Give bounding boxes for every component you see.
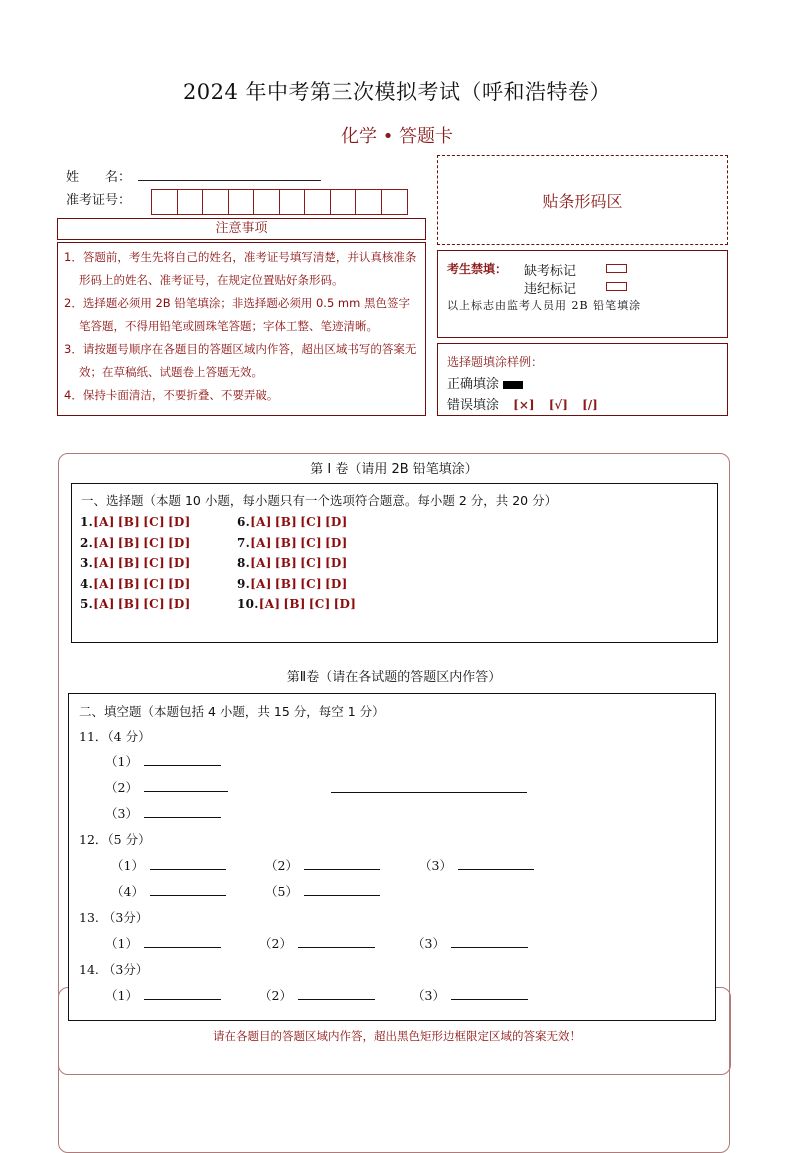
question-label: 13. （3分） <box>79 910 149 925</box>
option-c-bubble[interactable]: [C] <box>300 556 322 570</box>
question-number: 6. <box>237 515 251 529</box>
forbidden-title: 考生禁填： <box>447 262 508 276</box>
question-label: 14. （3分） <box>79 962 149 977</box>
option-c-bubble[interactable]: [C] <box>143 597 165 611</box>
choice-question <box>237 597 359 611</box>
choice-question <box>237 536 351 550</box>
fill-blank-section-title: 二、填空题（本题包括 4 小题，共 15 分，每空 1 分） <box>79 704 385 719</box>
blank-number: （3） <box>412 936 445 951</box>
question-label: 12．（5 分） <box>79 832 151 847</box>
option-d-bubble[interactable]: [D] <box>167 556 191 570</box>
answer-blank <box>111 856 226 874</box>
question-number: 4. <box>80 576 94 591</box>
blank-number: （1） <box>105 754 138 769</box>
absent-mark-box[interactable] <box>606 264 627 273</box>
option-b-bubble[interactable]: [B] <box>283 597 306 611</box>
option-c-bubble[interactable]: [C] <box>300 535 322 550</box>
option-c-bubble[interactable]: [C] <box>143 515 165 529</box>
absent-mark-label: 缺考标记 <box>524 264 577 279</box>
option-d-bubble[interactable]: [D] <box>324 535 348 550</box>
answer-line-input[interactable] <box>458 857 534 870</box>
choice-section-title: 一、选择题（本题 10 小题，每小题只有一个选项符合题意。每小题 2 分，共 20 分） <box>81 493 558 508</box>
answer-blank <box>259 934 375 952</box>
blank-number: （4） <box>111 884 144 899</box>
fill-sample-box <box>437 343 728 416</box>
notice-title: 注意事项 <box>57 218 426 240</box>
exam-id-digit-box[interactable] <box>229 190 255 214</box>
blank-number: （1） <box>111 858 144 873</box>
notice-item: 4．保持卡面清洁，不要折叠、不要弄破。 <box>64 388 279 402</box>
forbidden-note: 以上标志由监考人员用 2B 铅笔填涂 <box>447 299 642 312</box>
answer-blank <box>265 882 380 900</box>
option-a-bubble[interactable]: [A] <box>93 576 115 591</box>
notice-item: 1．答题前，考生先将自己的姓名，准考证号填写清楚，并认真核准条形码上的姓名、准考证号，在规定位置贴好条形码。 <box>64 250 417 287</box>
violation-mark-label: 违纪标记 <box>524 282 577 297</box>
exam-title: 2024 年中考第三次模拟考试（呼和浩特卷） <box>182 80 612 104</box>
answer-line-input[interactable] <box>298 935 375 948</box>
choice-question <box>80 556 194 570</box>
option-a-bubble[interactable]: [A] <box>250 576 272 591</box>
part2-heading: 第Ⅱ卷（请在各试题的答题区内作答） <box>286 670 502 685</box>
option-c-bubble[interactable]: [C] <box>143 556 165 570</box>
wrong-fill-label: 错误填涂 <box>447 398 500 413</box>
exam-id-digit-box[interactable] <box>203 190 229 214</box>
option-d-bubble[interactable]: [D] <box>324 576 348 591</box>
answer-line-input[interactable] <box>304 883 380 896</box>
examiner-marks-box <box>437 250 728 338</box>
blank-number: （3） <box>105 806 138 821</box>
wrong-check-mark: [√] <box>548 398 568 412</box>
exam-id-digit-box[interactable] <box>152 190 178 214</box>
option-a-bubble[interactable]: [A] <box>250 535 272 550</box>
question-number: 1. <box>80 515 94 529</box>
answer-line-input[interactable] <box>144 779 228 792</box>
answer-blank <box>265 856 380 874</box>
option-c-bubble[interactable]: [C] <box>300 576 322 591</box>
answer-blank <box>105 934 221 952</box>
question-number: 8. <box>237 556 251 570</box>
option-b-bubble[interactable]: [B] <box>274 535 298 550</box>
exam-id-digit-box[interactable] <box>356 190 382 214</box>
answer-line-input[interactable] <box>144 805 221 818</box>
option-a-bubble[interactable]: [A] <box>93 556 115 570</box>
part1-heading: 第 I 卷（请用 2B 铅笔填涂） <box>310 462 478 477</box>
option-a-bubble[interactable]: [A] <box>93 597 115 611</box>
option-d-bubble[interactable]: [D] <box>167 515 191 529</box>
choice-section <box>71 483 718 643</box>
answer-line-input[interactable] <box>150 883 226 896</box>
question-label: 11．（4 分） <box>79 729 151 744</box>
answer-line-input[interactable] <box>298 987 375 1000</box>
option-a-bubble[interactable]: [A] <box>93 535 115 550</box>
option-d-bubble[interactable]: [D] <box>167 597 191 611</box>
option-d-bubble[interactable]: [D] <box>324 515 348 529</box>
answer-line-input[interactable] <box>304 857 380 870</box>
option-d-bubble[interactable]: [D] <box>324 556 348 570</box>
violation-mark-box[interactable] <box>606 282 627 291</box>
exam-id-digit-box[interactable] <box>331 190 357 214</box>
blank-number: （2） <box>265 858 298 873</box>
choice-question <box>80 577 194 591</box>
blank-number: （5） <box>265 884 298 899</box>
exam-id-digit-box[interactable] <box>382 190 408 214</box>
answer-line-input[interactable] <box>451 935 528 948</box>
option-a-bubble[interactable]: [A] <box>250 556 272 570</box>
option-c-bubble[interactable]: [C] <box>300 515 322 529</box>
choice-question <box>237 556 351 570</box>
exam-subtitle: 化学 • 答题卡 <box>340 126 454 147</box>
option-d-bubble[interactable]: [D] <box>167 535 191 550</box>
option-d-bubble[interactable]: [D] <box>333 597 357 611</box>
exam-id-label: 准考证号： <box>66 193 132 208</box>
option-d-bubble[interactable]: [D] <box>167 576 191 591</box>
fill-blank-section <box>68 693 716 1021</box>
blank-number: （2） <box>259 936 292 951</box>
notice-item: 3．请按题号顺序在各题目的答题区域内作答，超出区域书写的答案无效；在草稿纸、试题卷上答题无效。 <box>64 342 417 379</box>
answer-line-input[interactable] <box>144 753 221 766</box>
option-a-bubble[interactable]: [A] <box>258 597 281 611</box>
answer-blank <box>105 986 221 1004</box>
option-c-bubble[interactable]: [C] <box>308 597 331 611</box>
choice-question <box>237 577 351 591</box>
blank-number: （3） <box>412 988 445 1003</box>
exam-id-digit-box[interactable] <box>254 190 280 214</box>
option-b-bubble[interactable]: [B] <box>117 576 141 591</box>
answer-blank <box>105 804 221 822</box>
question-number: 3. <box>80 556 94 570</box>
question-number: 9. <box>237 576 251 591</box>
answer-blank <box>105 752 221 770</box>
name-label: 姓 名： <box>66 170 132 185</box>
option-a-bubble[interactable]: [A] <box>250 515 272 529</box>
answer-blank <box>259 986 375 1004</box>
blank-number: （1） <box>105 988 138 1003</box>
option-b-bubble[interactable]: [B] <box>274 576 298 591</box>
answer-line-input[interactable] <box>331 791 527 793</box>
answer-line-input[interactable] <box>144 935 221 948</box>
exam-id-boxes[interactable] <box>151 189 408 215</box>
barcode-area <box>437 155 728 245</box>
question-number: 2. <box>80 535 94 550</box>
question-number: 10. <box>237 597 259 611</box>
fill-sample-title: 选择题填涂样例： <box>447 355 544 369</box>
blank-number: （3） <box>419 858 452 873</box>
answer-line-input[interactable] <box>451 987 528 1000</box>
notice-body <box>57 242 426 416</box>
answer-blank <box>412 934 528 952</box>
option-c-bubble[interactable]: [C] <box>143 535 165 550</box>
choice-question <box>237 515 351 529</box>
option-b-bubble[interactable]: [B] <box>274 556 298 570</box>
option-b-bubble[interactable]: [B] <box>117 535 141 550</box>
choice-question <box>80 597 194 611</box>
wrong-slash-mark: [/] <box>582 398 598 412</box>
answer-blank <box>105 778 228 796</box>
answer-blank <box>412 986 528 1004</box>
barcode-label: 贴条形码区 <box>542 191 623 211</box>
notice-item: 2．选择题必须用 2B 铅笔填涂；非选择题必须用 0.5 mm 黑色签字笔答题，不得用铅笔或圆珠笔答题；字体工整、笔迹清晰。 <box>64 296 410 333</box>
option-b-bubble[interactable]: [B] <box>117 597 141 611</box>
answer-line-input[interactable] <box>150 857 226 870</box>
blank-number: （2） <box>105 780 138 795</box>
answer-blank <box>111 882 226 900</box>
choice-question <box>80 515 194 529</box>
answer-blank <box>419 856 534 874</box>
option-b-bubble[interactable]: [B] <box>117 515 141 529</box>
blank-number: （1） <box>105 936 138 951</box>
name-field[interactable] <box>138 179 321 181</box>
option-a-bubble[interactable]: [A] <box>93 515 115 529</box>
choice-question <box>80 536 194 550</box>
exam-id-digit-box[interactable] <box>280 190 306 214</box>
answer-line-input[interactable] <box>144 987 221 1000</box>
question-number: 7. <box>237 535 251 550</box>
question-number: 5. <box>80 597 94 611</box>
option-b-bubble[interactable]: [B] <box>274 515 298 529</box>
filled-mark-icon <box>503 381 523 389</box>
option-c-bubble[interactable]: [C] <box>143 576 165 591</box>
blank-number: （2） <box>259 988 292 1003</box>
option-b-bubble[interactable]: [B] <box>117 556 141 570</box>
wrong-cross-mark: [×] <box>513 398 535 412</box>
exam-id-digit-box[interactable] <box>178 190 204 214</box>
exam-id-digit-box[interactable] <box>305 190 331 214</box>
footer-warning: 请在各题目的答题区域内作答，超出黑色矩形边框限定区域的答案无效！ <box>213 1029 581 1043</box>
correct-fill-label: 正确填涂 <box>447 377 500 392</box>
